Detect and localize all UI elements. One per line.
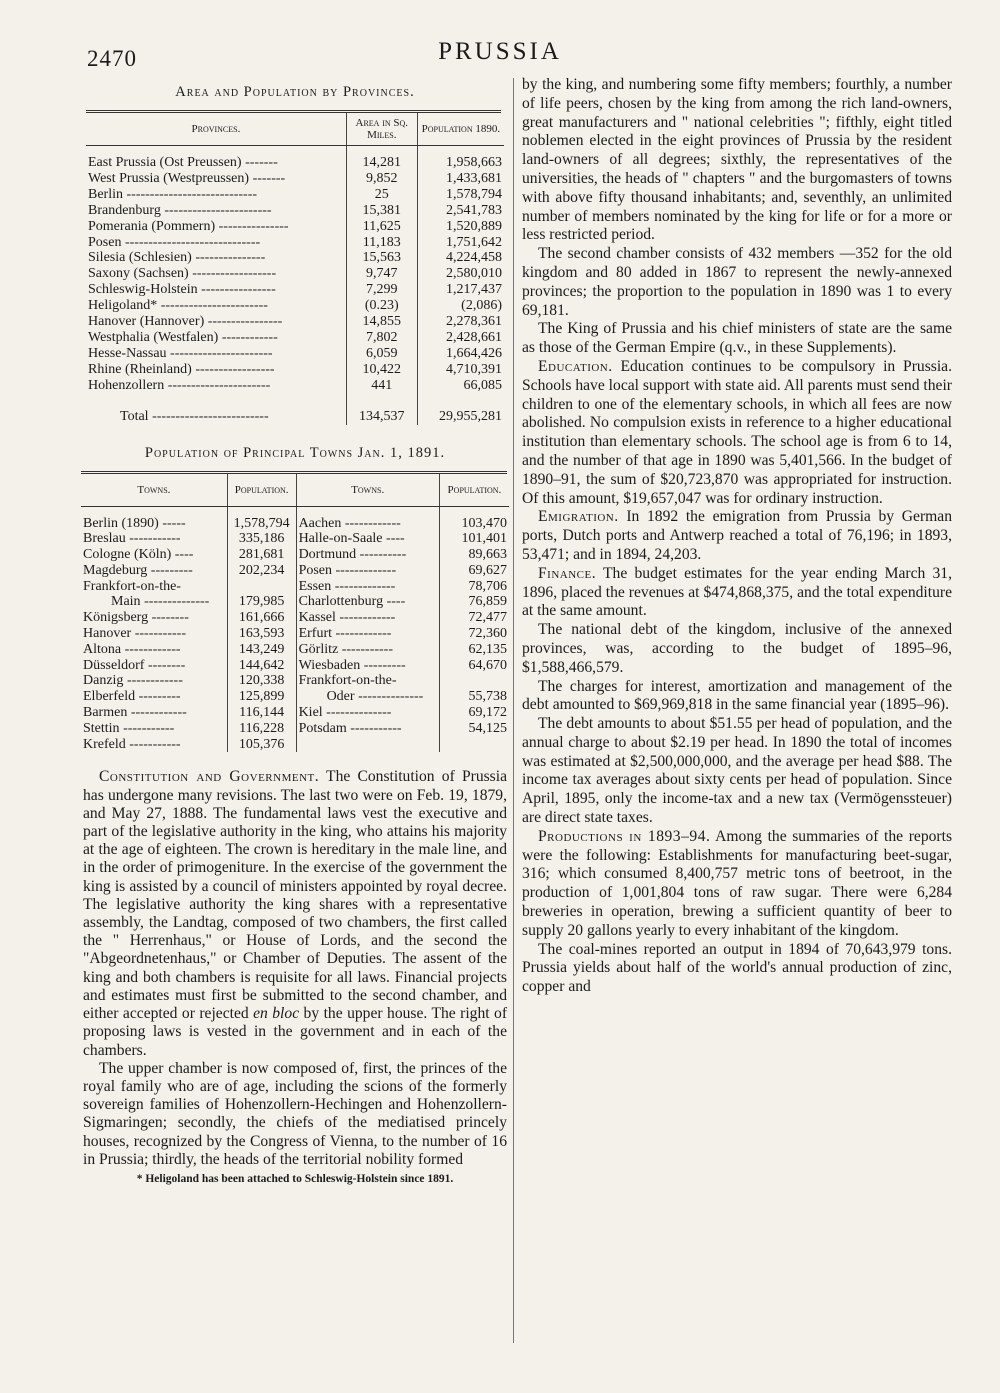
town-name: Frankfort-on-the- <box>81 579 227 595</box>
province-name: Westphalia (Westfalen) ------------ <box>86 330 346 346</box>
province-name: Heligoland* ----------------------- <box>86 298 346 314</box>
town-population <box>227 579 296 595</box>
page-header <box>0 38 1000 72</box>
town-population: 105,376 <box>227 737 296 753</box>
town-name: Danzig ------------ <box>81 673 227 689</box>
province-area: 25 <box>346 187 417 203</box>
table-row <box>81 642 509 658</box>
paragraph-king-ministers: The King of Prussia and his chief ministers of state are the same as those of the German Empire (q.v., in these Supplements). <box>522 320 952 357</box>
town-name: Potsdam ----------- <box>296 721 439 737</box>
table-row <box>86 330 504 346</box>
town-name: Altona ------------ <box>81 642 227 658</box>
town-population: 69,172 <box>468 705 507 721</box>
province-area: 11,625 <box>346 219 417 235</box>
town-name: Barmen ------------ <box>81 705 227 721</box>
town-population: 179,985 <box>227 594 296 610</box>
town-population: 1,578,794 <box>227 516 296 532</box>
province-area: 9,852 <box>346 171 417 187</box>
province-name: Hanover (Hannover) ---------------- <box>86 314 346 330</box>
province-population: 1,664,426 <box>446 345 502 361</box>
province-name: Silesia (Schlesien) --------------- <box>86 250 346 266</box>
town-population: 72,360 <box>468 626 507 642</box>
paragraph-emigration: Emigration. In 1892 the emigration from Prussia by German ports, Dutch ports and Antwerp reached a total of 76,196; in 1893, 53,471; and in 1894, 24,203. <box>522 508 952 563</box>
province-area: 14,281 <box>346 155 417 171</box>
table-row <box>81 721 509 737</box>
town-name: Königsberg -------- <box>81 610 227 626</box>
footnote-heligoland: * Heligoland has been attached to Schleswig-Holstein since 1891. <box>136 1172 454 1185</box>
page-number: 2470 <box>87 46 137 71</box>
town-name: Charlottenburg ---- <box>296 594 439 610</box>
town-name: Breslau ----------- <box>81 531 227 547</box>
province-name: West Prussia (Westpreussen) ------- <box>86 171 346 187</box>
province-name: Hesse-Nassau ---------------------- <box>86 346 346 362</box>
paragraph-constitution: Constitution and Government. The Constitution of Prussia has undergone many revisions. The last two were on Feb. 19, 1879, and May 27, 1888. The fundamental laws vest the executive and part of the legislative authority in the king, who attains his majority at the age of eighteen. The crown is hereditary in the male line, and in the order of primogeniture. In the exercise of the government the king is assisted by a council of ministers appointed by royal decree. The legislative authority the king shares with a representative assembly, the Landtag, composed of two chambers, the first called the " Herrenhaus," or House of Lords, and the second the "Abgeordnetenhaus," or Chamber of Deputies. The assent of the king and both chambers is requisite for all laws. Financial projects and estimates must first be submitted to the second chamber, and either accepted or rejected en bloc by the upper house. The right of proposing laws is vested in the government and in each of the chambers. <box>83 768 508 1059</box>
paragraph-national-debt: The national debt of the kingdom, inclusive of the annexed provinces, was, according to the budget of 1895–96, $1,588,466,579. <box>522 621 952 676</box>
province-area: 11,183 <box>346 235 417 251</box>
paragraph-debt-charges: The charges for interest, amortization and management of the debt amounted to $69,969,818 in the same financial year (1895–96). <box>522 677 952 714</box>
total-label: Total ------------------------- <box>86 403 346 425</box>
province-area: 441 <box>346 378 417 394</box>
town-name: Wiesbaden --------- <box>296 658 439 674</box>
table-row <box>81 531 509 547</box>
town-name <box>296 737 439 753</box>
town-population: 163,593 <box>227 626 296 642</box>
province-name: Berlin ---------------------------- <box>86 187 346 203</box>
town-population: 202,234 <box>227 563 296 579</box>
table-row <box>86 219 504 235</box>
table-row <box>86 362 504 378</box>
col-header-population-2: Population. <box>439 474 509 507</box>
town-name: Aachen ------------ <box>296 516 439 532</box>
town-population: 69,627 <box>468 562 507 578</box>
town-name: Oder -------------- <box>296 689 439 705</box>
towns-table <box>81 474 509 753</box>
town-name: Düsseldorf -------- <box>81 658 227 674</box>
col-header-population: Population 1890. <box>417 113 504 146</box>
province-name: East Prussia (Ost Preussen) ------- <box>86 155 346 171</box>
table-row <box>81 594 509 610</box>
province-area: 6,059 <box>346 346 417 362</box>
table-row <box>86 346 504 362</box>
province-name: Rhine (Rheinland) ----------------- <box>86 362 346 378</box>
table-row <box>86 187 504 203</box>
town-population: 89,663 <box>468 547 507 563</box>
town-name: Görlitz ----------- <box>296 642 439 658</box>
column-divider <box>513 78 514 1343</box>
left-column <box>83 82 507 1185</box>
table-row <box>86 155 504 171</box>
province-name: Brandenburg ----------------------- <box>86 203 346 219</box>
province-population: 1,520,889 <box>446 218 502 234</box>
paragraph-debt-per-head: The debt amounts to about $51.55 per head of population, and the annual charge to about $2.19 per head. In 1890 the total of incomes was estimated at $2,500,000,000, and the average per head $88. The income tax averages about sixty cents per head of population. Since April, 1895, only the income-tax and a new tax (Vermögenssteuer) are direct state taxes. <box>522 715 952 827</box>
table-row <box>86 250 504 266</box>
section-heading-finance: Finance. <box>538 564 597 582</box>
province-population: 1,958,663 <box>446 155 502 170</box>
table-row <box>86 282 504 298</box>
province-area: 14,855 <box>346 314 417 330</box>
col-header-population-1: Population. <box>227 474 296 507</box>
col-header-towns-2: Towns. <box>296 474 439 507</box>
town-name: Erfurt ------------ <box>296 626 439 642</box>
town-name: Cologne (Köln) ---- <box>81 547 227 563</box>
town-name: Berlin (1890) ----- <box>81 516 227 532</box>
col-header-area: Area in Sq. Miles. <box>346 113 417 146</box>
province-name: Posen ----------------------------- <box>86 235 346 251</box>
paragraph-upper-chamber-continued: by the king, and numbering some fifty members; fourthly, a number of life peers, chosen by the king from among the rich land-owners, great manufacturers and " national celebrities "; fifthly, eight titled noblemen elected in the eight provinces of Prussia by the resident land-owners of all degrees; sixthly, the representatives of the universities, the heads of " chapters " and the burgomasters of towns with above fifty thousand inhabitants; and, seventhly, an unlimited number of members nominated by the king for life or for a more or less restricted period. <box>522 76 952 244</box>
town-name: Magdeburg --------- <box>81 563 227 579</box>
running-title: PRUSSIA <box>438 38 562 65</box>
town-name: Halle-on-Saale ---- <box>296 531 439 547</box>
town-population: 62,135 <box>468 641 507 657</box>
table-row <box>81 563 509 579</box>
town-population: 103,470 <box>461 515 507 531</box>
town-name: Hanover ----------- <box>81 626 227 642</box>
town-population: 125,899 <box>227 689 296 705</box>
table-row <box>86 378 504 394</box>
province-area: 9,747 <box>346 266 417 282</box>
town-population: 335,186 <box>227 531 296 547</box>
total-population: 29,955,281 <box>439 408 502 424</box>
town-name: Dortmund ---------- <box>296 547 439 563</box>
province-population: 2,278,361 <box>446 314 502 330</box>
table-row <box>86 203 504 219</box>
total-area: 134,537 <box>346 403 417 425</box>
province-area: 7,299 <box>346 282 417 298</box>
paragraph-coal-mines: The coal-mines reported an output in 1894 of 70,643,979 tons. Prussia yields about half of the world's annual production of zinc, copper and <box>522 940 952 996</box>
town-population: 55,738 <box>468 689 507 705</box>
town-name: Kiel -------------- <box>296 705 439 721</box>
town-population <box>439 673 509 689</box>
town-name: Essen ------------- <box>296 579 439 595</box>
province-population: 2,541,783 <box>446 202 502 218</box>
province-area: 10,422 <box>346 362 417 378</box>
province-population: 2,580,010 <box>446 266 502 282</box>
town-population: 116,144 <box>227 705 296 721</box>
paragraph-upper-chamber: The upper chamber is now composed of, first, the princes of the royal family who are of age, including the scions of the formerly sovereign families of Hohenzollern-Hechingen and Hohenzollern-Sigmaringen; secondly, the chiefs of the mediatised princely houses, recognized by the Congress of Vienna, to the number of 16 in Prussia; thirdly, the heads of the territorial nobility formed <box>83 1059 507 1168</box>
province-population: 1,217,437 <box>446 282 502 298</box>
table-row <box>81 705 509 721</box>
province-population: 2,428,661 <box>446 329 502 345</box>
province-population: 1,433,681 <box>446 170 502 186</box>
table-row <box>81 689 509 705</box>
town-population: 54,125 <box>468 720 507 736</box>
right-column <box>522 76 952 997</box>
paragraph-second-chamber: The second chamber consists of 432 members —352 for the old kingdom and 80 added in 1867 to represent the newly-annexed provinces; the proportion to the population in 1890 was 1 to every 69,181. <box>522 245 952 319</box>
table-row <box>81 610 509 626</box>
town-population: 72,477 <box>468 610 507 626</box>
table-row <box>86 266 504 282</box>
province-population: 4,224,458 <box>446 250 502 266</box>
province-area: 7,802 <box>346 330 417 346</box>
table-row <box>81 658 509 674</box>
table-row-total <box>86 403 504 425</box>
town-population: 116,228 <box>227 721 296 737</box>
town-name: Krefeld ----------- <box>81 737 227 753</box>
town-name: Kassel ------------ <box>296 610 439 626</box>
table-row <box>86 171 504 187</box>
province-area: 15,563 <box>346 250 417 266</box>
provinces-table <box>86 113 504 425</box>
province-population: 1,578,794 <box>446 186 502 202</box>
table-row <box>86 314 504 330</box>
town-population: 161,666 <box>227 610 296 626</box>
towns-table-caption: Population of Principal Towns Jan. 1, 1891. <box>144 444 446 461</box>
town-name: Posen ------------- <box>296 563 439 579</box>
province-name: Schleswig-Holstein ---------------- <box>86 282 346 298</box>
col-header-provinces: Provinces. <box>86 113 346 146</box>
section-heading-productions: Productions in 1893–94. <box>538 827 711 845</box>
town-name: Main -------------- <box>81 594 227 610</box>
paragraph-education: Education. Education continues to be compulsory in Prussia. Schools have local support with state aid. All parents must send their children to one of the elementary schools, in which all fees are now abolished. No compulsion exists in reference to a higher educational institution than elementary schools. The school age is from 6 to 14, and the number of that age in 1890 was 5,401,566. In the budget of 1890–91, the sum of $20,723,870 was appropriated for instruction. Of this amount, $19,657,047 was for ordinary instruction. <box>522 357 952 507</box>
province-name: Hohenzollern ---------------------- <box>86 378 346 394</box>
table-row <box>81 579 509 595</box>
province-population: (2,086) <box>461 298 502 314</box>
town-population: 64,670 <box>468 657 507 673</box>
town-population: 143,249 <box>227 642 296 658</box>
province-name: Pomerania (Pommern) --------------- <box>86 219 346 235</box>
town-population <box>439 737 509 753</box>
province-area: (0.23) <box>346 298 417 314</box>
section-heading-education: Education. <box>538 357 613 375</box>
table-row <box>81 516 509 532</box>
province-population: 4,710,391 <box>446 361 502 377</box>
section-heading-emigration: Emigration. <box>538 508 619 526</box>
province-population: 1,751,642 <box>446 234 502 250</box>
province-population: 66,085 <box>463 377 502 393</box>
town-population: 76,859 <box>468 594 507 610</box>
constitution-section <box>83 768 507 1168</box>
town-name: Stettin ----------- <box>81 721 227 737</box>
table-row <box>86 235 504 251</box>
paragraph-finance: Finance. The budget estimates for the year ending March 31, 1896, placed the revenues at $474,868,375, and the total expenditure at the same amount. <box>522 564 952 620</box>
table-row <box>86 298 504 314</box>
town-population: 101,401 <box>461 531 507 547</box>
town-population: 144,642 <box>227 658 296 674</box>
provinces-table-caption: Area and Population by Provinces. <box>175 84 415 100</box>
col-header-towns-1: Towns. <box>81 474 227 507</box>
town-population: 120,338 <box>227 673 296 689</box>
table-row <box>81 626 509 642</box>
town-name: Elberfeld --------- <box>81 689 227 705</box>
table-row <box>81 737 509 753</box>
table-row <box>81 547 509 563</box>
province-name: Saxony (Sachsen) ------------------ <box>86 266 346 282</box>
table-row <box>81 673 509 689</box>
town-population: 78,706 <box>468 578 507 594</box>
town-name: Frankfort-on-the- <box>296 673 439 689</box>
province-area: 15,381 <box>346 203 417 219</box>
paragraph-productions: Productions in 1893–94. Among the summaries of the reports were the following: Establishments for manufacturing beet-sugar, 316; which consumed 8,400,757 metric tons of beetroot, in the production of 1,001,804 tons of raw sugar. There were 6,284 breweries in operation, brewing a sufficient quantity of beer to supply 20 gallons yearly to every inhabitant of the kingdom. <box>522 827 953 939</box>
town-population: 281,681 <box>227 547 296 563</box>
section-heading-constitution: Constitution and Government. <box>99 768 320 786</box>
